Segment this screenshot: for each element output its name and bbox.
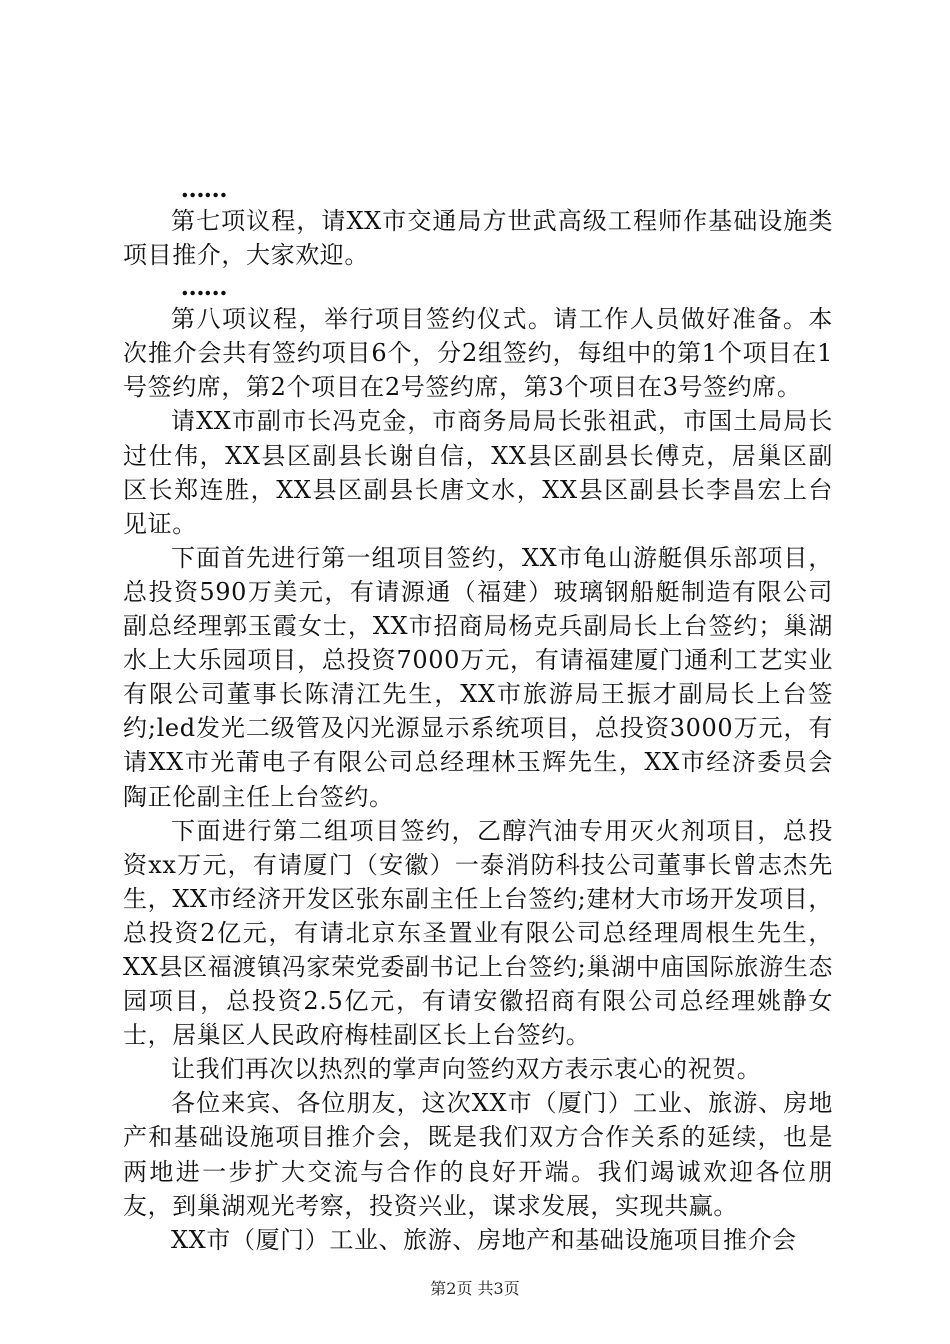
ellipsis-1: …… bbox=[180, 174, 227, 203]
paragraph-group-2-signing: 下面进行第二组项目签约，乙醇汽油专用灭火剂项目，总投资xx万元，有请厦门（安徽）一泰消防科技公司董事长曾志杰先生，XX市经济开发区张东副主任上台签约;建材大市场开发项目，总投资2亿元，有请北京东圣置业有限公司总经理周根生先生，XX县区福渡镇冯家荣党委副书记上台签约;巢湖中庙国际旅游生态园项目，总投资2.5亿元，有请安徽招商有限公司总经理姚静女士，居巢区人民政府梅桂副区长上台签约。 bbox=[123, 816, 833, 1050]
paragraph-closing-remarks: 各位来宾、各位朋友，这次XX市（厦门）工业、旅游、房地产和基础设施项目推介会，既是我们双方合作关系的延续，也是两地进一步扩大交流与合作的良好开端。我们竭诚欢迎各位朋友，到巢湖观光考察，投资兴业，谋求发展，实现共赢。 bbox=[123, 1089, 833, 1220]
paragraph-applause: 让我们再次以热烈的掌声向签约双方表示衷心的祝贺。 bbox=[171, 1055, 762, 1084]
paragraph-agenda-7: 第七项议程，请XX市交通局方世武高级工程师作基础设施类项目推介，大家欢迎。 bbox=[123, 207, 833, 270]
page-number-footer: 第2页 共3页 bbox=[430, 1279, 520, 1298]
paragraph-agenda-8: 第八项议程，举行项目签约仪式。请工作人员做好准备。本次推介会共有签约项目6个，分2组签约，每组中的第1个项目在1号签约席，第2个项目在2号签约席，第3个项目在3号签约席。 bbox=[123, 305, 833, 402]
paragraph-group-1-signing: 下面首先进行第一组项目签约，XX市龟山游艇俱乐部项目，总投资590万美元，有请源通（福建）玻璃钢船艇制造有限公司副总经理郭玉霞女士，XX市招商局杨克兵副局长上台签约；巢湖水上大乐园项目，总投资7000万元，有请福建厦门通利工艺实业有限公司董事长陈清江先生，XX市旅游局王振才副局长上台签约;led发光二级管及闪光源显示系统项目，总投资3000万元，有请XX市光莆电子有限公司总经理林玉辉先生，XX市经济委员会陶正伦副主任上台签约。 bbox=[123, 543, 833, 811]
document-body bbox=[123, 174, 833, 1257]
paragraph-event-title: XX市（厦门）工业、旅游、房地产和基础设施项目推介会 bbox=[171, 1225, 797, 1254]
ellipsis-2: …… bbox=[180, 272, 227, 302]
paragraph-witnesses: 请XX市副市长冯克金，市商务局局长张祖武，市国土局局长过仕伟，XX县区副县长谢自信，XX县区副县长傅克，居巢区副区长郑连胜，XX县区副县长唐文水，XX县区副县长李昌宏上台见证。 bbox=[123, 407, 833, 538]
